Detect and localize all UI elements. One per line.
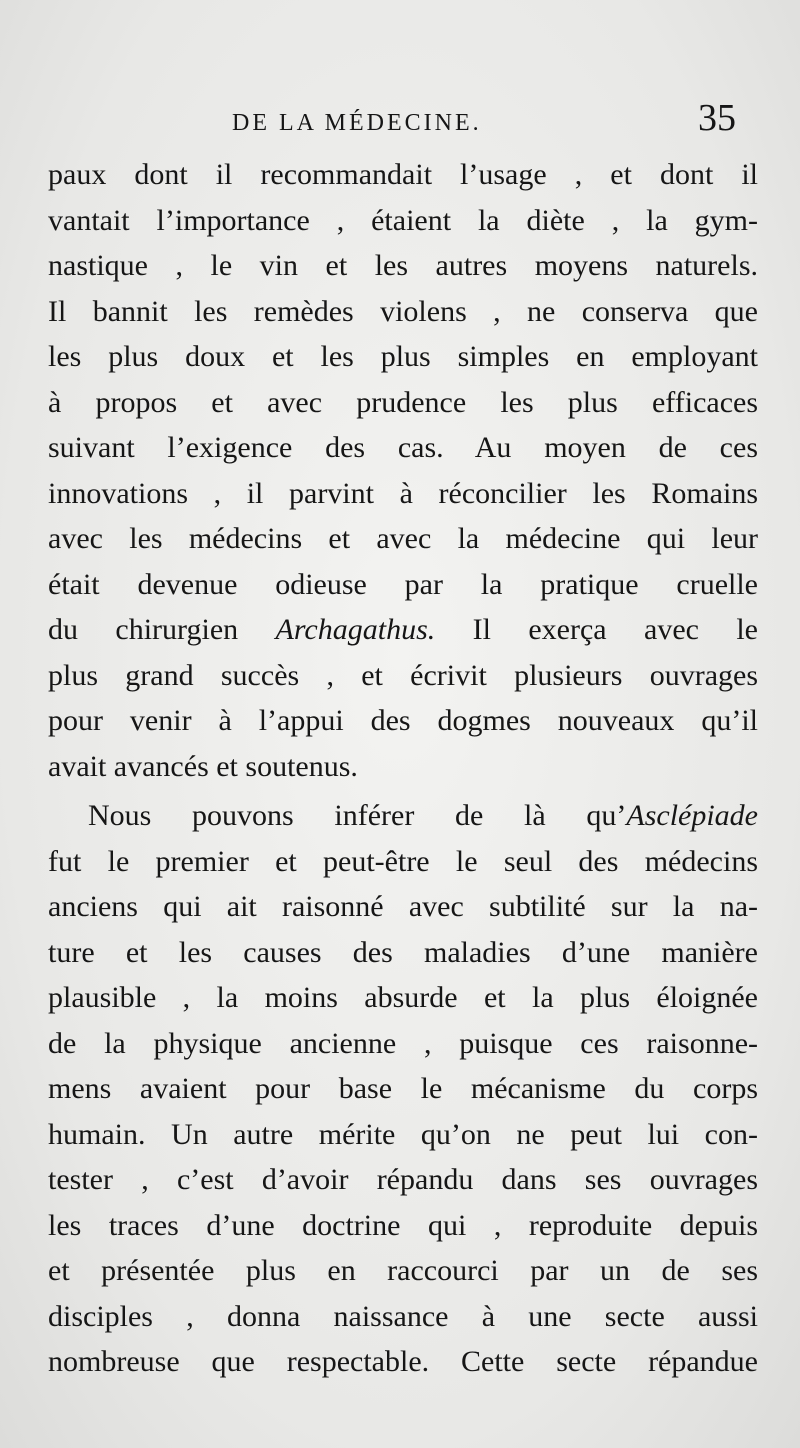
text-line: nombreuse que respectable. Cette secte répandue: [48, 1345, 758, 1378]
text-line: anciens qui ait raisonné avec subtilité sur la na-: [48, 890, 758, 923]
page-header: [0, 92, 800, 152]
text-line: ture et les causes des maladies d’une manière: [48, 935, 758, 969]
text-line: nastique , le vin et les autres moyens naturels.: [48, 249, 758, 282]
text-line: disciples , donna naissance à une secte aussi: [48, 1299, 758, 1333]
text-line: mens avaient pour base le mécanisme du corps: [48, 1072, 758, 1105]
body-text: [48, 152, 758, 1385]
text-fragment: Il exerça avec le: [472, 613, 758, 646]
text-line: de la physique ancienne , puisque ces raisonne-: [48, 1026, 758, 1060]
text-line: était devenue odieuse par la pratique cruelle: [48, 567, 758, 601]
text-line: suivant l’exigence des cas. Au moyen de ces: [48, 431, 758, 464]
paragraph-1: [48, 152, 758, 789]
text-line: à propos et avec prudence les plus efficaces: [48, 385, 758, 419]
text-line: avait avancés et soutenus.: [48, 749, 358, 783]
running-head: DE LA MÉDECINE.: [232, 110, 482, 136]
text-line: fut le premier et peut-être le seul des médecins: [48, 844, 758, 878]
text-line: pour venir à l’appui des dogmes nouveaux qu’il: [48, 704, 758, 737]
text-line: [48, 793, 758, 839]
text-line: paux dont il recommandait l’usage , et dont il: [48, 158, 758, 191]
page-number: 35: [698, 97, 736, 139]
text-fragment: Nous pouvons inférer de là qu’: [88, 799, 627, 832]
italic-name: Asclépiade: [626, 799, 758, 832]
text-fragment: du chirurgien: [48, 613, 239, 646]
text-line: [48, 607, 758, 653]
paragraph-2: [48, 793, 758, 1385]
text-line: humain. Un autre mérite qu’on ne peut lui con-: [48, 1117, 758, 1151]
text-line: innovations , il parvint à réconcilier les Romains: [48, 476, 758, 510]
text-line: avec les médecins et avec la médecine qui leur: [48, 522, 758, 555]
text-line: Il bannit les remèdes violens , ne conserva que: [48, 294, 758, 328]
text-line: les plus doux et les plus simples en employant: [48, 340, 758, 373]
text-line: plus grand succès , et écrivit plusieurs ouvrages: [48, 658, 758, 692]
text-line: vantait l’importance , étaient la diète , la gym-: [48, 203, 758, 237]
text-line: et présentée plus en raccourci par un de ses: [48, 1254, 758, 1287]
text-line: les traces d’une doctrine qui , reproduite depuis: [48, 1208, 758, 1242]
italic-name: Archagathus.: [275, 613, 436, 646]
text-line: plausible , la moins absurde et la plus éloignée: [48, 981, 758, 1014]
text-line: tester , c’est d’avoir répandu dans ses ouvrages: [48, 1163, 758, 1196]
